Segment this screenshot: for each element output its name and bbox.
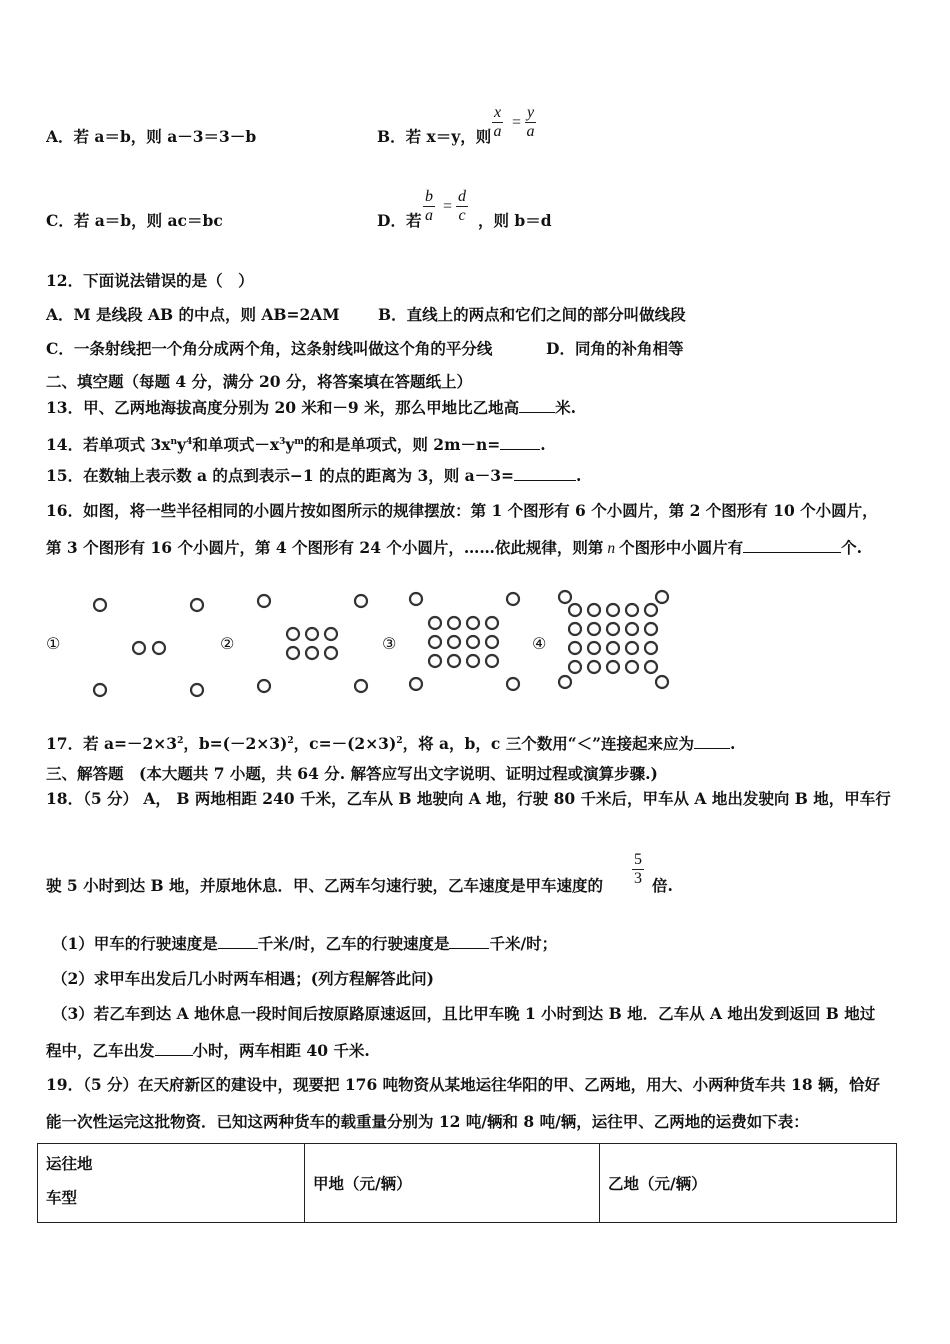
q16-line-2: 第 3 个图形有 16 个小圆片，第 4 个图形有 24 个小圆片，……依此规律，则第 n 个图形中小圆片有 个. xyxy=(46,538,863,557)
circle xyxy=(429,655,441,667)
circle xyxy=(306,628,318,640)
circle xyxy=(559,591,571,603)
circle xyxy=(448,636,460,648)
circle xyxy=(306,647,318,659)
circle xyxy=(645,642,657,654)
circle xyxy=(355,595,367,607)
table-row xyxy=(38,1144,897,1223)
q13: 13．甲、乙两地海拔高度分别为 20 米和－9 米，那么甲地比乙地高 米. xyxy=(46,398,577,417)
circle xyxy=(607,604,619,616)
q11-option-b-prefix: B．若 x＝y，则 xyxy=(377,127,492,146)
q16-answer-blank[interactable] xyxy=(743,538,841,553)
circle xyxy=(588,604,600,616)
circle xyxy=(325,647,337,659)
circle xyxy=(448,617,460,629)
section-2-heading: 二、填空题（每题 4 分，满分 20 分，将答案填在答题纸上） xyxy=(46,372,472,391)
circle xyxy=(656,591,668,603)
q14-answer-blank[interactable] xyxy=(500,435,540,450)
circle xyxy=(645,623,657,635)
circle xyxy=(258,595,270,607)
circle xyxy=(588,623,600,635)
circle xyxy=(559,676,571,688)
figure-4 xyxy=(559,591,668,688)
q11-option-a: A．若 a＝b，则 a－3＝3－b xyxy=(46,127,257,146)
q18-line-2: 驶 5 小时到达 B 地，并原地休息．甲、乙两车匀速行驶，乙车速度是甲车速度的 xyxy=(46,876,603,895)
circle xyxy=(626,661,638,673)
q18-part1-blank-2[interactable] xyxy=(449,934,489,949)
q11-option-b-frac-y: $\frac{y}{a}$ xyxy=(526,104,535,140)
q11-option-d-equals: = xyxy=(443,198,453,215)
q12-option-b: B．直线上的两点和它们之间的部分叫做线段 xyxy=(378,305,686,324)
circle xyxy=(258,680,270,692)
figure-label-3: ③ xyxy=(382,634,397,653)
circle xyxy=(448,655,460,667)
circle xyxy=(429,617,441,629)
circle xyxy=(486,655,498,667)
q11-option-d-prefix: D．若 xyxy=(377,211,422,230)
circle xyxy=(467,636,479,648)
circle xyxy=(626,604,638,616)
circle xyxy=(507,593,519,605)
table-header-corner xyxy=(38,1144,305,1223)
q16-line-1: 16．如图，将一些半径相同的小圆片按如图所示的规律摆放：第 1 个图形有 6 个小圆片，第 2 个图形有 10 个小圆片， xyxy=(46,501,878,520)
circle xyxy=(486,617,498,629)
circle xyxy=(410,593,422,605)
circle xyxy=(569,623,581,635)
circle xyxy=(429,636,441,648)
section-3-heading: 三、解答题 (本大题共 7 小题，共 64 分. 解答应写出文字说明、证明过程或演算步骤.) xyxy=(46,764,658,783)
circle xyxy=(410,678,422,690)
q18-part-3-line-2: 程中，乙车出发 小时，两车相距 40 千米. xyxy=(46,1041,370,1060)
figure-label-2: ② xyxy=(220,634,235,653)
circle xyxy=(467,655,479,667)
circle xyxy=(94,684,106,696)
circle xyxy=(287,647,299,659)
circle xyxy=(588,642,600,654)
circle xyxy=(467,617,479,629)
q17-answer-blank[interactable] xyxy=(694,734,730,749)
circle xyxy=(569,661,581,673)
figure-3 xyxy=(410,593,519,690)
q18-speed-ratio-fraction: $\frac{5}{3}$ xyxy=(634,851,642,887)
figure-label-4: ④ xyxy=(532,634,547,653)
q18-part-1: （1）甲车的行驶速度是 千米/时，乙车的行驶速度是 千米/时； xyxy=(52,934,558,953)
figure-1 xyxy=(94,599,203,696)
q12-option-a: A．M 是线段 AB 的中点，则 AB=2AM xyxy=(46,305,340,324)
q19-line-1: 19．（5 分）在天府新区的建设中，现要把 176 吨物资从某地运往华阳的甲、乙两地，用大、小两种货车共 18 辆，恰好 xyxy=(46,1075,881,1094)
circle xyxy=(325,628,337,640)
circle xyxy=(133,642,145,654)
header-vehicle-type: 车型 xyxy=(46,1188,78,1207)
circle xyxy=(94,599,106,611)
q11-option-b-frac-x: $\frac{x}{a}$ xyxy=(493,104,502,140)
figure-2 xyxy=(258,595,367,692)
q18-part-3-line-1: （3）若乙车到达 A 地休息一段时间后按原路原速返回，且比甲车晚 1 小时到达 B 地．乙车从 A 地出发到返回 B 地过 xyxy=(52,1004,876,1023)
q11-option-c: C．若 a＝b，则 ac＝bc xyxy=(46,211,223,230)
q18-part1-blank-1[interactable] xyxy=(218,934,258,949)
circle xyxy=(507,678,519,690)
circle xyxy=(626,642,638,654)
q12-option-c: C．一条射线把一个角分成两个角，这条射线叫做这个角的平分线 xyxy=(46,339,493,358)
circle xyxy=(626,623,638,635)
freight-cost-table xyxy=(37,1143,897,1223)
q13-answer-blank[interactable] xyxy=(519,398,555,413)
q15: 15．在数轴上表示数 a 的点到表示−1 的点的距离为 3，则 a－3= . xyxy=(46,466,582,485)
q18-part-2: （2）求甲车出发后几小时两车相遇；(列方程解答此问) xyxy=(52,969,434,988)
q12-option-d: D．同角的补角相等 xyxy=(546,339,684,358)
table-header-yi: 乙地（元/辆） xyxy=(600,1144,897,1223)
q18-line-2-end: 倍. xyxy=(652,876,673,895)
q19-line-2: 能一次性运完这批物资．已知这两种货车的载重量分别为 12 吨/辆和 8 吨/辆，运往甲、乙两地的运费如下表： xyxy=(46,1112,809,1131)
circle xyxy=(607,623,619,635)
circle xyxy=(355,680,367,692)
circle xyxy=(645,661,657,673)
q18-part3-blank[interactable] xyxy=(155,1041,193,1056)
circle xyxy=(607,661,619,673)
q17: 17．若 $a=-2\times 3^2$，$b=(-2\times 3)^2$，$c=-(2\times 3)^2$，将 a，b，c 三个数用“＜”连接起来应为 . xyxy=(46,734,736,753)
circle xyxy=(588,661,600,673)
circle xyxy=(607,642,619,654)
table-header-jia: 甲地（元/辆） xyxy=(305,1144,600,1223)
q11-option-d-frac-b: $\frac{b}{a}$ xyxy=(425,188,433,224)
circle xyxy=(191,684,203,696)
circle xyxy=(569,642,581,654)
circle xyxy=(191,599,203,611)
circle xyxy=(153,642,165,654)
circle xyxy=(656,676,668,688)
q18-line-1: 18．（5 分） A， B 两地相距 240 千米，乙车从 B 地驶向 A 地，行驶 80 千米后，甲车从 A 地出发驶向 B 地，甲车行 xyxy=(46,789,891,808)
circle xyxy=(569,604,581,616)
q11-option-d-suffix: ，则 b＝d xyxy=(478,211,552,230)
q11-option-b-equals: = xyxy=(512,114,522,131)
q11-option-d-frac-d: $\frac{d}{c}$ xyxy=(458,188,466,224)
circle xyxy=(645,604,657,616)
q12-stem: 12．下面说法错误的是（ ） xyxy=(46,271,254,290)
circle xyxy=(486,636,498,648)
header-destination: 运往地 xyxy=(46,1154,93,1173)
q14: 14．若单项式 $3x^ny^4$和单项式$-x^3y^m$的和是单项式，则 2m－n= . xyxy=(46,435,546,454)
q15-answer-blank[interactable] xyxy=(514,466,576,481)
circle xyxy=(287,628,299,640)
figure-label-1: ① xyxy=(46,634,61,653)
